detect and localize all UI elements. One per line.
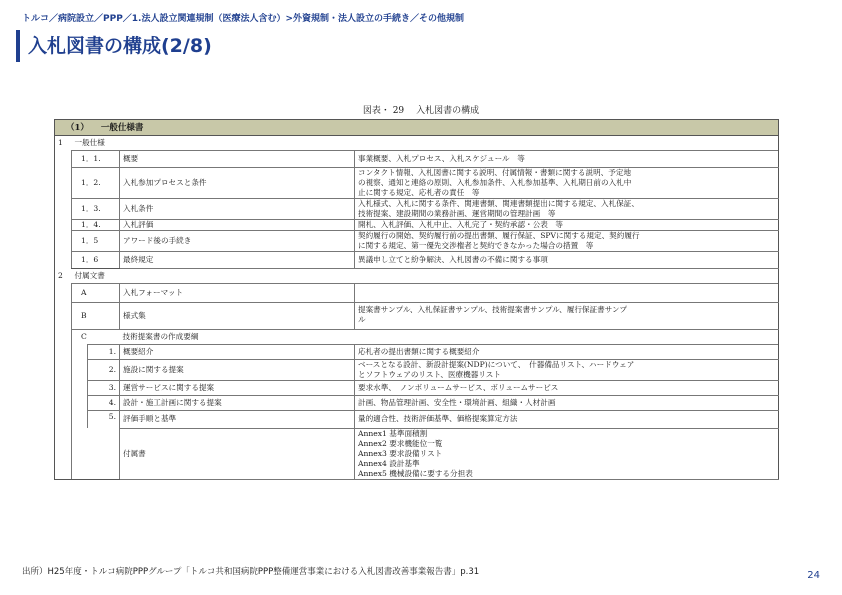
item-description: Annex1 基準面積割 Annex2 要求機能位一覧 Annex3 要求設備リスト Annex4 設計基準 Annex5 機械設備に要する分担表 — [354, 428, 778, 479]
page-number: 24 — [807, 570, 820, 581]
table-row — [55, 168, 779, 199]
item-number: 1．6 — [72, 252, 120, 269]
item-description: 量的適合性、技術評価基準、価格提案算定方法 — [354, 411, 778, 429]
item-label: 入札評価 — [119, 220, 354, 231]
table-row — [55, 199, 779, 220]
section-label: 付属文書 — [74, 271, 105, 280]
source-note: 出所）H25年度・トルコ病院PPPグループ「トルコ共和国病院PPP整備運営事業における入札図書改善事業報告書」p.31 — [22, 567, 480, 577]
item-description: ベースとなる設計、新設計提案(NDP)について、 什器備品リスト、ハードウェア とソフトウェアのリスト、医療機器リスト — [354, 360, 778, 381]
page-title: 入札図書の構成(2/8) — [28, 35, 212, 57]
item-description: 計画、物品管理計画、安全性・環境計画、組織・人材計画 — [354, 396, 778, 411]
table-row — [55, 360, 779, 381]
item-label: 運営サービスに関する提案 — [119, 381, 354, 396]
caption-label: 図表・ 29 — [362, 106, 405, 116]
table-header-row — [55, 120, 779, 136]
item-label: 最終規定 — [119, 252, 354, 269]
item-description: 事業概要、入札プロセス、入札スケジュール 等 — [354, 151, 778, 168]
item-number: 1．4. — [72, 220, 120, 231]
item-label: 入札条件 — [119, 199, 354, 220]
item-label: 概要 — [119, 151, 354, 168]
item-label: 付属書 — [119, 428, 354, 479]
bid-document-table — [54, 119, 779, 480]
item-label: 設計・施工計画に関する提案 — [119, 396, 354, 411]
table-row — [55, 381, 779, 396]
item-number: 1．1. — [72, 151, 120, 168]
item-number: 1．3. — [72, 199, 120, 220]
item-number: 5. — [87, 411, 119, 429]
item-label: 技術提案書の作成要綱 — [119, 330, 354, 345]
item-description: 異議申し立てと紛争解決、入札図書の不備に関する事項 — [354, 252, 778, 269]
item-description: コンタクト情報、入札図書に関する説明、付属情報・書類に関する説明、予定地 の視察、通知と連絡の原則、入札参加条件、入札参加基準、入札期日前の入札中 止に関する規定、応札者の責任 等 — [354, 168, 778, 199]
table-row — [55, 396, 779, 411]
item-number: 1. — [87, 345, 119, 360]
section-row-annex — [55, 269, 779, 284]
item-description — [354, 284, 778, 303]
section-number: 2 — [55, 269, 72, 284]
item-number: 2. — [87, 360, 119, 381]
item-label: 概要紹介 — [119, 345, 354, 360]
table-row — [55, 330, 779, 345]
item-description: 開札、入札評価、入札中止、入札完了・契約承認・公表 等 — [354, 220, 778, 231]
breadcrumb: トルコ／病院設立／PPP／1.法人設立関連規制（医療法人含む）>外資規制・法人設立の手続き／その他規制 — [22, 14, 465, 24]
table-row — [55, 345, 779, 360]
table-row — [55, 303, 779, 330]
item-number: 3. — [87, 381, 119, 396]
item-label: 入札参加プロセスと条件 — [119, 168, 354, 199]
table-row — [55, 411, 779, 429]
header-number: （1） — [66, 122, 89, 133]
table-row — [55, 284, 779, 303]
table-row — [55, 231, 779, 252]
item-label: 評価手順と基準 — [119, 411, 354, 429]
header-label: 一般仕様書 — [100, 122, 144, 133]
item-number: B — [72, 303, 120, 330]
table-row — [55, 252, 779, 269]
table-row — [55, 220, 779, 231]
section-label: 一般仕様 — [74, 138, 105, 147]
section-row-general — [55, 136, 779, 151]
caption-text: 入札図書の構成 — [416, 106, 480, 116]
item-number: A — [72, 284, 120, 303]
item-label: 施設に関する提案 — [119, 360, 354, 381]
item-label: アワード後の手続き — [119, 231, 354, 252]
table-row — [55, 428, 779, 479]
table-caption — [0, 103, 842, 116]
item-number: 1．2. — [72, 168, 120, 199]
item-number: 4. — [87, 396, 119, 411]
item-description: 要求水準、 ノンボリュームサービス、ボリュームサービス — [354, 381, 778, 396]
item-description: 入札様式、入札に関する条件、関連書類、関連書類提出に関する規定、入札保証、 技術提案、建設期間の業務計画、運営期間の管理計画 等 — [354, 199, 778, 220]
item-label: 様式集 — [119, 303, 354, 330]
section-number: 1 — [55, 136, 72, 151]
item-description: 応札者の提出書類に関する概要紹介 — [354, 345, 778, 360]
item-description: 提案書サンプル、入札保証書サンプル、技術提案書サンプル、履行保証書サンプ ル — [354, 303, 778, 330]
item-label: 入札フォーマット — [119, 284, 354, 303]
table-row — [55, 151, 779, 168]
title-accent-bar — [16, 30, 20, 62]
item-description: 契約履行の開始、契約履行前の提出書類、履行保証、SPVに関する規定、契約履行 に関する規定、第一優先交渉権者と契約できなかった場合の措置 等 — [354, 231, 778, 252]
item-number: 1．5 — [72, 231, 120, 252]
item-number: C — [72, 330, 120, 345]
